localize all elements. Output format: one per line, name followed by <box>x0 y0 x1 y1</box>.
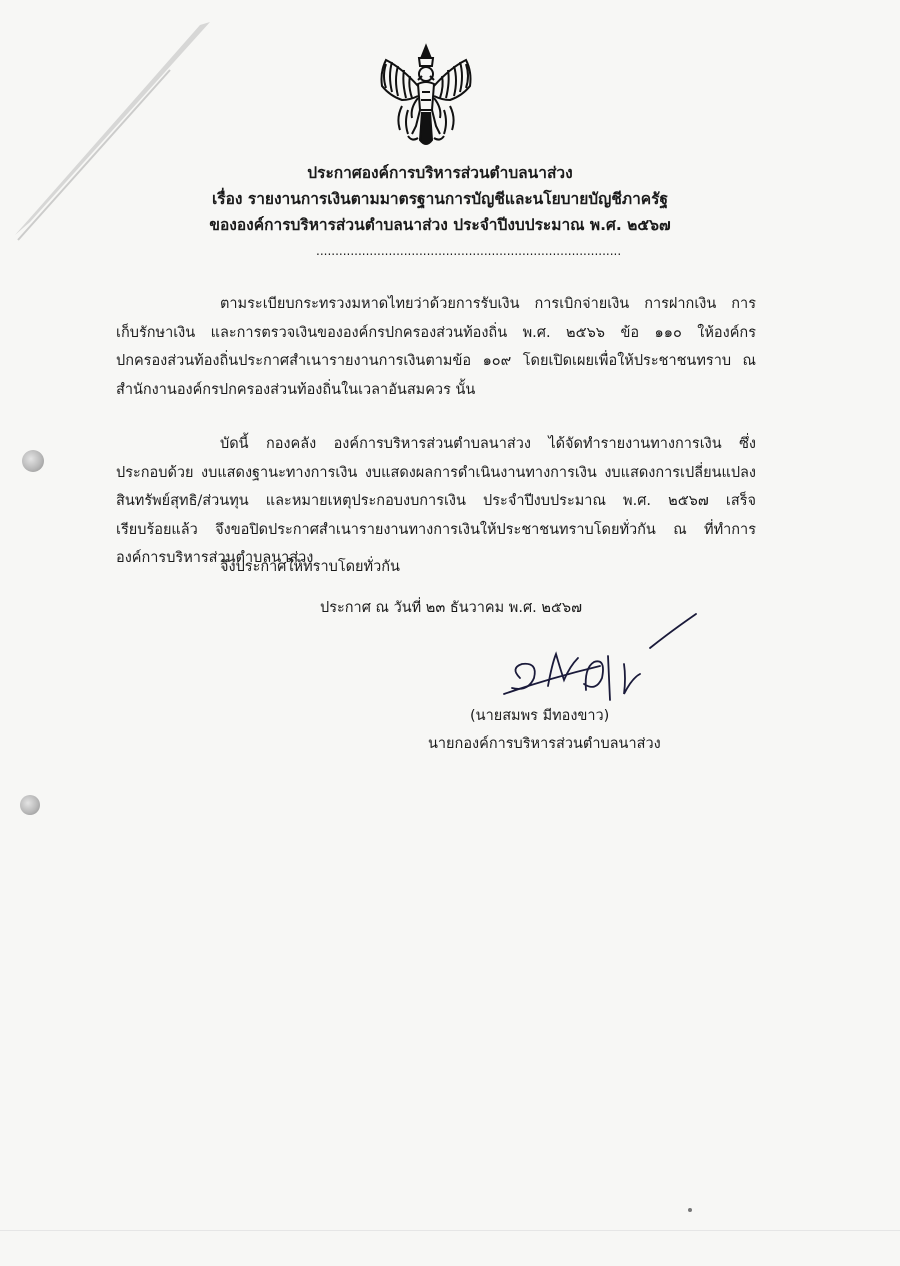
garuda-emblem-icon <box>372 42 480 152</box>
paragraph1-line: เก็บรักษาเงิน และการตรวจเงินขององค์กรปกครองส่วนท้องถิ่น พ.ศ. ๒๕๖๖ ข้อ ๑๑๐ ให้องค์กร <box>116 324 756 341</box>
handwritten-signature-icon <box>490 608 710 708</box>
scan-speck <box>688 1208 692 1212</box>
punch-hole-top <box>22 450 44 472</box>
paragraph2-line: บัดนี้ กองคลัง องค์การบริหารส่วนตำบลนาส่วง ได้จัดทำรายงานทางการเงิน ซึ่ง <box>220 436 756 452</box>
paragraph1-line: สำนักงานองค์กรปกครองส่วนท้องถิ่นในเวลาอันสมควร นั้น <box>116 381 476 398</box>
paragraph1-line: ปกครองส่วนท้องถิ่นประกาศสำเนารายงานการเงินตามข้อ ๑๐๙ โดยเปิดเผยเพื่อให้ประชาชนทราบ ณ <box>116 353 756 369</box>
title-line-1: ประกาศองค์การบริหารส่วนตำบลนาส่วง <box>307 164 573 182</box>
paragraph1-line: ตามระเบียบกระทรวงมหาดไทยว่าด้วยการรับเงิน การเบิกจ่ายเงิน การฝากเงิน การ <box>220 296 756 312</box>
paragraph2-line: สินทรัพย์สุทธิ/ส่วนทุน และหมายเหตุประกอบงบการเงิน ประจำปีงบประมาณ พ.ศ. ๒๕๖๗ เสร็จ <box>116 493 756 509</box>
announcement-date: ประกาศ ณ วันที่ ๒๓ ธันวาคม พ.ศ. ๒๕๖๗ <box>320 600 583 616</box>
punch-hole-bottom <box>20 795 40 815</box>
paragraph2-line: องค์การบริหารส่วนตำบลนาส่วง <box>116 550 314 566</box>
signatory-position: นายกองค์การบริหารส่วนตำบลนาส่วง <box>428 736 661 752</box>
announcement-title <box>150 160 730 238</box>
title-separator: ................................................................................ <box>316 244 622 258</box>
closing-statement: จึงประกาศให้ทราบโดยทั่วกัน <box>220 559 400 575</box>
title-line-2: เรื่อง รายงานการเงินตามมาตรฐานการบัญชีและนโยบายบัญชีภาครัฐ <box>211 190 669 208</box>
paragraph2-line: ประกอบด้วย งบแสดงฐานะทางการเงิน งบแสดงผลการดำเนินงานทางการเงิน งบแสดงการเปลี่ยนแปลง <box>116 464 756 481</box>
paragraph-report <box>116 430 756 573</box>
scan-edge <box>0 1230 900 1231</box>
title-line-3: ขององค์การบริหารส่วนตำบลนาส่วง ประจำปีงบประมาณ พ.ศ. ๒๕๖๗ <box>209 216 671 234</box>
paragraph-regulation <box>116 290 756 404</box>
paragraph2-line: เรียบร้อยแล้ว จึงขอปิดประกาศสำเนารายงานทางการเงินให้ประชาชนทราบโดยทั่วกัน ณ ที่ทำการ <box>116 521 756 538</box>
signatory-name: (นายสมพร มีทองขาว) <box>470 708 610 724</box>
